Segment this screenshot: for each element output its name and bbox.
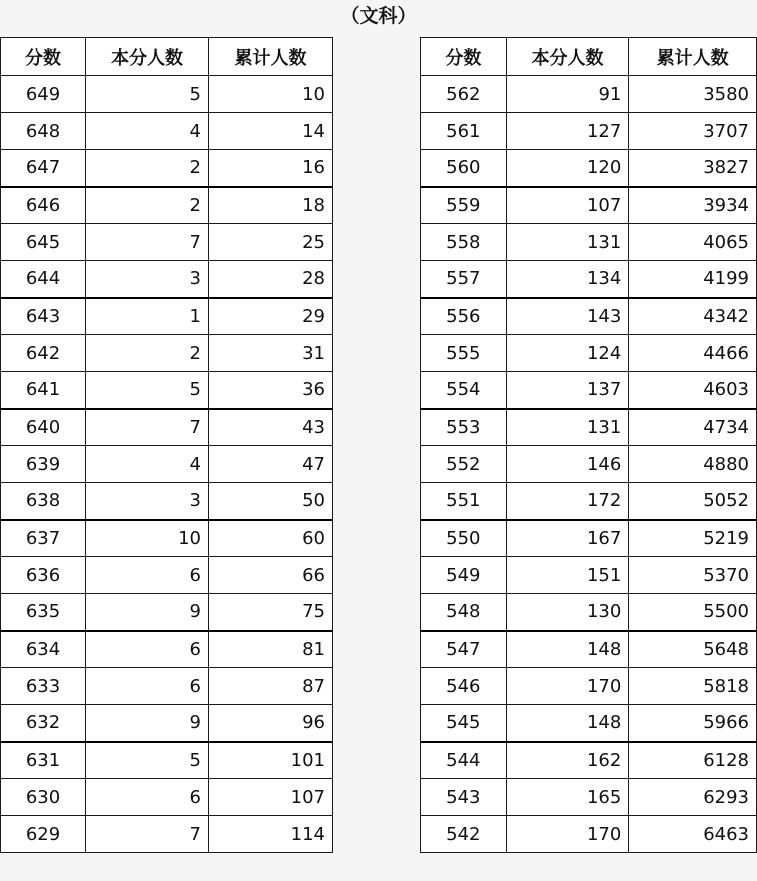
table-row <box>421 705 757 742</box>
cumulative-cell: 5500 <box>629 594 757 631</box>
score-cell: 630 <box>1 779 86 816</box>
score-cell: 549 <box>421 557 507 594</box>
header-cumulative: 累计人数 <box>209 38 333 76</box>
table-row <box>1 779 333 816</box>
table-row <box>1 705 333 742</box>
table-row <box>421 446 757 483</box>
cumulative-cell: 4466 <box>629 335 757 372</box>
score-cell: 643 <box>1 298 86 335</box>
score-cell: 547 <box>421 631 507 668</box>
count-cell: 6 <box>86 557 209 594</box>
count-cell: 148 <box>506 631 629 668</box>
table-row <box>421 298 757 335</box>
table-row <box>1 446 333 483</box>
header-score: 分数 <box>421 38 507 76</box>
score-cell: 548 <box>421 594 507 631</box>
table-row <box>1 224 333 261</box>
cumulative-cell: 60 <box>209 520 333 557</box>
cumulative-cell: 29 <box>209 298 333 335</box>
table-row <box>421 779 757 816</box>
table-row <box>421 187 757 224</box>
count-cell: 2 <box>86 335 209 372</box>
table-row <box>421 372 757 409</box>
cumulative-cell: 16 <box>209 150 333 187</box>
cumulative-cell: 5370 <box>629 557 757 594</box>
count-cell: 5 <box>86 76 209 113</box>
table-row <box>421 150 757 187</box>
table-row <box>1 631 333 668</box>
table-row <box>1 113 333 150</box>
score-cell: 649 <box>1 76 86 113</box>
table-row <box>421 261 757 298</box>
cumulative-cell: 43 <box>209 409 333 446</box>
score-cell: 559 <box>421 187 507 224</box>
cumulative-cell: 114 <box>209 816 333 853</box>
table-row <box>1 816 333 853</box>
count-cell: 146 <box>506 446 629 483</box>
cumulative-cell: 31 <box>209 335 333 372</box>
count-cell: 162 <box>506 742 629 779</box>
score-cell: 641 <box>1 372 86 409</box>
count-cell: 2 <box>86 187 209 224</box>
score-cell: 554 <box>421 372 507 409</box>
table-row <box>1 520 333 557</box>
header-cumulative: 累计人数 <box>629 38 757 76</box>
cumulative-cell: 4065 <box>629 224 757 261</box>
header-score: 分数 <box>1 38 86 76</box>
table-row <box>1 187 333 224</box>
score-cell: 550 <box>421 520 507 557</box>
cumulative-cell: 6293 <box>629 779 757 816</box>
cumulative-cell: 5648 <box>629 631 757 668</box>
score-cell: 647 <box>1 150 86 187</box>
count-cell: 2 <box>86 150 209 187</box>
table-row <box>1 594 333 631</box>
cumulative-cell: 5052 <box>629 483 757 520</box>
table-row <box>1 150 333 187</box>
count-cell: 9 <box>86 594 209 631</box>
score-cell: 558 <box>421 224 507 261</box>
cumulative-cell: 4734 <box>629 409 757 446</box>
table-row <box>421 224 757 261</box>
score-table-left-body <box>1 76 333 853</box>
cumulative-cell: 75 <box>209 594 333 631</box>
count-cell: 3 <box>86 483 209 520</box>
table-row <box>1 372 333 409</box>
count-cell: 124 <box>506 335 629 372</box>
table-row <box>421 557 757 594</box>
cumulative-cell: 4603 <box>629 372 757 409</box>
score-cell: 631 <box>1 742 86 779</box>
table-row <box>421 742 757 779</box>
page-title: （文科） <box>340 5 417 27</box>
count-cell: 120 <box>506 150 629 187</box>
table-row <box>1 483 333 520</box>
score-cell: 634 <box>1 631 86 668</box>
count-cell: 10 <box>86 520 209 557</box>
cumulative-cell: 50 <box>209 483 333 520</box>
score-cell: 557 <box>421 261 507 298</box>
count-cell: 6 <box>86 779 209 816</box>
count-cell: 7 <box>86 409 209 446</box>
count-cell: 7 <box>86 224 209 261</box>
count-cell: 4 <box>86 113 209 150</box>
score-cell: 638 <box>1 483 86 520</box>
score-cell: 544 <box>421 742 507 779</box>
score-cell: 552 <box>421 446 507 483</box>
table-row <box>1 298 333 335</box>
count-cell: 170 <box>506 668 629 705</box>
table-row <box>421 668 757 705</box>
table-row <box>421 594 757 631</box>
score-cell: 635 <box>1 594 86 631</box>
cumulative-cell: 28 <box>209 261 333 298</box>
cumulative-cell: 66 <box>209 557 333 594</box>
table-row <box>421 520 757 557</box>
table-row <box>421 816 757 853</box>
table-row <box>421 113 757 150</box>
score-cell: 646 <box>1 187 86 224</box>
table-row <box>1 409 333 446</box>
cumulative-cell: 3580 <box>629 76 757 113</box>
score-cell: 546 <box>421 668 507 705</box>
count-cell: 130 <box>506 594 629 631</box>
count-cell: 137 <box>506 372 629 409</box>
cumulative-cell: 96 <box>209 705 333 742</box>
count-cell: 131 <box>506 224 629 261</box>
score-cell: 561 <box>421 113 507 150</box>
count-cell: 7 <box>86 816 209 853</box>
cumulative-cell: 5966 <box>629 705 757 742</box>
count-cell: 5 <box>86 372 209 409</box>
count-cell: 1 <box>86 298 209 335</box>
table-row <box>421 335 757 372</box>
cumulative-cell: 6463 <box>629 816 757 853</box>
header-count: 本分人数 <box>506 38 629 76</box>
score-cell: 556 <box>421 298 507 335</box>
score-cell: 633 <box>1 668 86 705</box>
cumulative-cell: 107 <box>209 779 333 816</box>
score-cell: 636 <box>1 557 86 594</box>
count-cell: 3 <box>86 261 209 298</box>
count-cell: 4 <box>86 446 209 483</box>
count-cell: 148 <box>506 705 629 742</box>
score-cell: 648 <box>1 113 86 150</box>
cumulative-cell: 5219 <box>629 520 757 557</box>
score-cell: 645 <box>1 224 86 261</box>
score-cell: 545 <box>421 705 507 742</box>
table-row <box>1 76 333 113</box>
table-row <box>421 76 757 113</box>
count-cell: 9 <box>86 705 209 742</box>
cumulative-cell: 4342 <box>629 298 757 335</box>
count-cell: 165 <box>506 779 629 816</box>
cumulative-cell: 81 <box>209 631 333 668</box>
cumulative-cell: 10 <box>209 76 333 113</box>
score-cell: 632 <box>1 705 86 742</box>
table-row <box>1 261 333 298</box>
score-cell: 562 <box>421 76 507 113</box>
count-cell: 91 <box>506 76 629 113</box>
cumulative-cell: 101 <box>209 742 333 779</box>
table-row <box>421 631 757 668</box>
count-cell: 6 <box>86 631 209 668</box>
cumulative-cell: 47 <box>209 446 333 483</box>
count-cell: 127 <box>506 113 629 150</box>
cumulative-cell: 6128 <box>629 742 757 779</box>
count-cell: 107 <box>506 187 629 224</box>
table-row <box>1 335 333 372</box>
score-cell: 543 <box>421 779 507 816</box>
count-cell: 143 <box>506 298 629 335</box>
score-cell: 629 <box>1 816 86 853</box>
count-cell: 5 <box>86 742 209 779</box>
count-cell: 151 <box>506 557 629 594</box>
score-cell: 640 <box>1 409 86 446</box>
cumulative-cell: 5818 <box>629 668 757 705</box>
cumulative-cell: 3934 <box>629 187 757 224</box>
count-cell: 6 <box>86 668 209 705</box>
cumulative-cell: 14 <box>209 113 333 150</box>
table-header-row <box>421 38 757 76</box>
cumulative-cell: 4880 <box>629 446 757 483</box>
cumulative-cell: 18 <box>209 187 333 224</box>
score-cell: 555 <box>421 335 507 372</box>
cumulative-cell: 3827 <box>629 150 757 187</box>
count-cell: 131 <box>506 409 629 446</box>
score-cell: 553 <box>421 409 507 446</box>
table-row <box>421 409 757 446</box>
table-header-row <box>1 38 333 76</box>
cumulative-cell: 36 <box>209 372 333 409</box>
table-row <box>1 742 333 779</box>
score-cell: 542 <box>421 816 507 853</box>
cumulative-cell: 4199 <box>629 261 757 298</box>
score-cell: 639 <box>1 446 86 483</box>
table-row <box>1 668 333 705</box>
header-count: 本分人数 <box>86 38 209 76</box>
cumulative-cell: 3707 <box>629 113 757 150</box>
score-cell: 642 <box>1 335 86 372</box>
count-cell: 170 <box>506 816 629 853</box>
score-cell: 551 <box>421 483 507 520</box>
score-table-right <box>420 37 757 853</box>
cumulative-cell: 87 <box>209 668 333 705</box>
score-cell: 560 <box>421 150 507 187</box>
score-table-left <box>0 37 333 853</box>
cumulative-cell: 25 <box>209 224 333 261</box>
count-cell: 172 <box>506 483 629 520</box>
score-cell: 644 <box>1 261 86 298</box>
table-row <box>1 557 333 594</box>
count-cell: 134 <box>506 261 629 298</box>
score-cell: 637 <box>1 520 86 557</box>
score-table-right-body <box>421 76 757 853</box>
count-cell: 167 <box>506 520 629 557</box>
table-row <box>421 483 757 520</box>
